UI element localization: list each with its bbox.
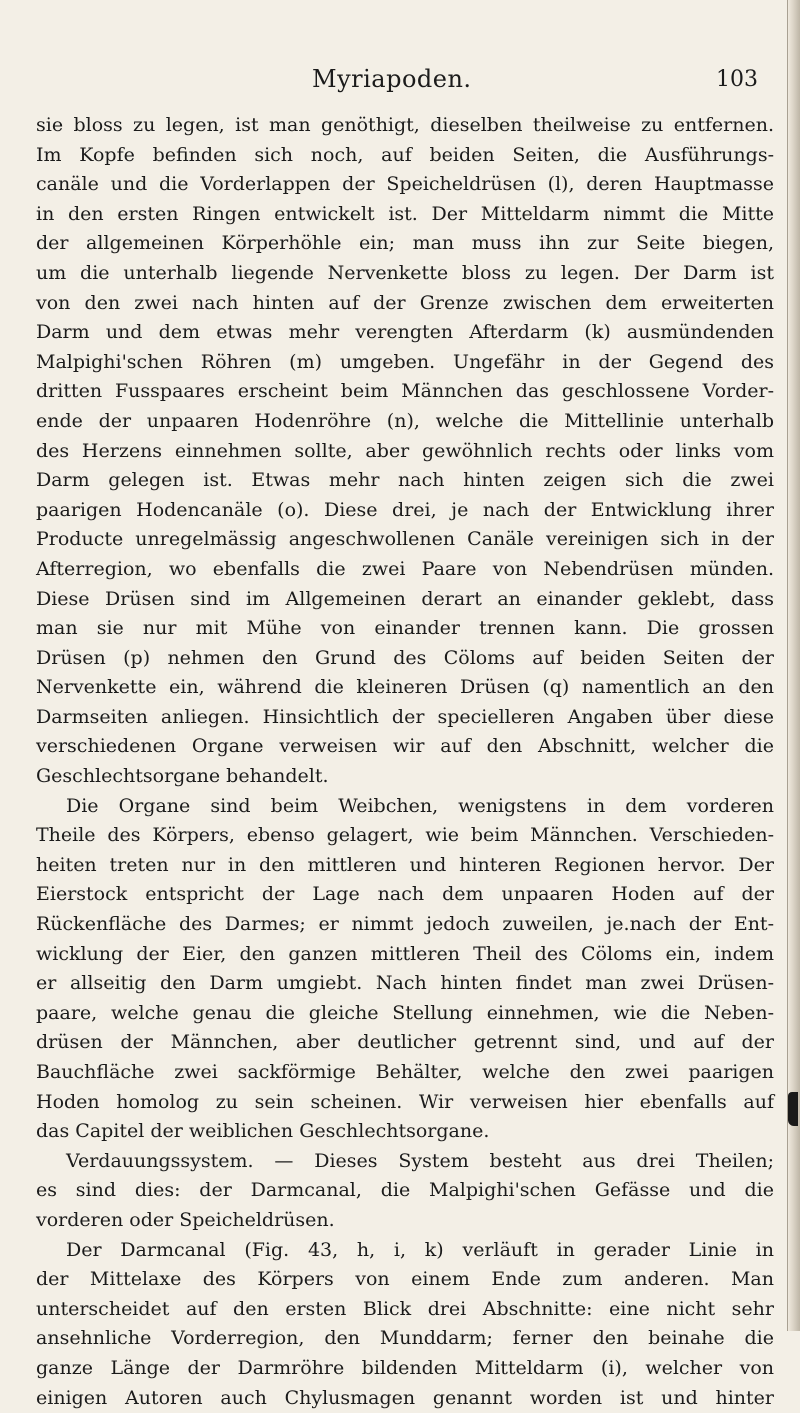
text-line: Verdauungssystem. — Dieses System besteht aus drei Theilen; — [66, 1149, 774, 1172]
text-line: Drüsen (p) nehmen den Grund des Cöloms auf beiden Seiten der — [36, 646, 774, 669]
text-line: Hoden homolog zu sein scheinen. Wir verweisen hier ebenfalls auf — [36, 1090, 774, 1113]
text-line: ganze Länge der Darmröhre bildenden Mitteldarm (i), welcher von — [36, 1356, 774, 1379]
text-line: paare, welche genau die gleiche Stellung einnehmen, wie die Neben- — [36, 1001, 774, 1024]
ink-mark — [788, 1092, 798, 1126]
text-line: Rückenfläche des Darmes; er nimmt jedoch zuweilen, je.nach der Ent- — [36, 913, 774, 936]
text-line: vorderen oder Speicheldrüsen. — [36, 1208, 335, 1231]
text-line: der allgemeinen Körperhöhle ein; man muss ihn zur Seite biegen, — [36, 232, 774, 255]
text-line: unterscheidet auf den ersten Blick drei Abschnitte: eine nicht sehr — [36, 1297, 774, 1320]
text-line: Malpighi'schen Röhren (m) umgeben. Ungefähr in der Gegend des — [36, 350, 774, 373]
text-line: das Capitel der weiblichen Geschlechtsorgane. — [36, 1120, 490, 1143]
text-line: canäle und die Vorderlappen der Speicheldrüsen (l), deren Hauptmasse — [36, 173, 774, 196]
text-line: ende der unpaaren Hodenröhre (n), welche die Mittellinie unterhalb — [36, 409, 774, 432]
text-line: sie bloss zu legen, ist man genöthigt, dieselben theilweise zu entfernen. — [36, 114, 774, 136]
text-line: der Mittelaxe des Körpers von einem Ende zum anderen. Man — [36, 1268, 774, 1291]
text-line: von den zwei nach hinten auf der Grenze zwischen dem erweiterten — [36, 291, 774, 314]
text-line: Nervenkette ein, während die kleineren Drüsen (q) namentlich an den — [36, 676, 774, 699]
text-line: es sind dies: der Darmcanal, die Malpighi'schen Gefässe und die — [36, 1179, 774, 1202]
text-line: Im Kopfe befinden sich noch, auf beiden Seiten, die Ausführungs- — [36, 143, 774, 166]
text-line: drüsen der Männchen, aber deutlicher getrennt sind, und auf der — [36, 1031, 774, 1054]
text-line: um die unterhalb liegende Nervenkette bloss zu legen. Der Darm ist — [36, 261, 774, 284]
page-header — [0, 65, 800, 101]
text-line: Der Darmcanal (Fig. 43, h, i, k) verläuft in gerader Linie in — [66, 1238, 774, 1261]
body-text — [36, 111, 774, 1413]
text-line: Theile des Körpers, ebenso gelagert, wie beim Männchen. Verschieden- — [36, 824, 774, 847]
text-line: Diese Drüsen sind im Allgemeinen derart an einander geklebt, dass — [36, 587, 774, 610]
text-line: heiten treten nur in den mittleren und hinteren Regionen hervor. Der — [36, 853, 774, 876]
text-line: Die Organe sind beim Weibchen, wenigstens in dem vorderen — [66, 794, 774, 817]
text-line: verschiedenen Organe verweisen wir auf den Abschnitt, welcher die — [36, 735, 774, 758]
text-line: wicklung der Eier, den ganzen mittleren Theil des Cöloms ein, indem — [36, 942, 774, 965]
text-line: des Herzens einnehmen sollte, aber gewöhnlich rechts oder links vom — [36, 439, 774, 462]
page-number: 103 — [716, 67, 758, 92]
text-line: Producte unregelmässig angeschwollenen Canäle vereinigen sich in der — [36, 528, 774, 551]
running-title: Myriapoden. — [312, 65, 472, 93]
text-line: er allseitig den Darm umgiebt. Nach hinten findet man zwei Drüsen- — [36, 972, 774, 995]
text-line: ansehnliche Vorderregion, den Munddarm; ferner den beinahe die — [36, 1327, 774, 1350]
text-line: in den ersten Ringen entwickelt ist. Der Mitteldarm nimmt die Mitte — [36, 202, 774, 225]
text-line: Eierstock entspricht der Lage nach dem unpaaren Hoden auf der — [36, 883, 774, 906]
text-line: Geschlechtsorgane behandelt. — [36, 765, 329, 788]
text-line: Afterregion, wo ebenfalls die zwei Paare von Nebendrüsen münden. — [36, 557, 774, 580]
text-line: Bauchfläche zwei sackförmige Behälter, welche den zwei paarigen — [36, 1061, 774, 1083]
text-line: paarigen Hodencanäle (o). Diese drei, je nach der Entwicklung ihrer — [36, 498, 774, 521]
text-line: Darmseiten anliegen. Hinsichtlich der specielleren Angaben über diese — [36, 705, 774, 728]
text-line: man sie nur mit Mühe von einander trennen kann. Die grossen — [36, 617, 774, 640]
text-line: dritten Fusspaares erscheint beim Männchen das geschlossene Vorder- — [36, 380, 774, 403]
text-line: Darm und dem etwas mehr verengten Afterdarm (k) ausmündenden — [36, 321, 774, 344]
text-line: einigen Autoren auch Chylusmagen genannt worden ist und hinter — [36, 1386, 774, 1409]
text-line: Darm gelegen ist. Etwas mehr nach hinten zeigen sich die zwei — [36, 469, 774, 492]
page-edge-shadow — [787, 0, 800, 1331]
